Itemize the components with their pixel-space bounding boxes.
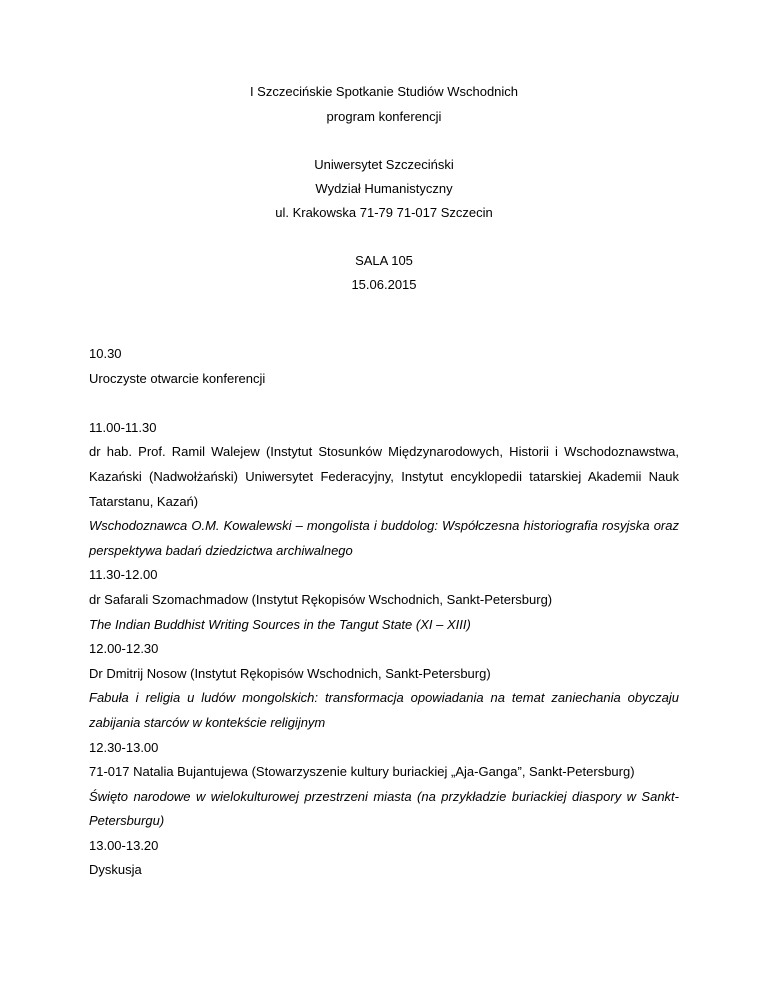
conference-title: I Szczecińskie Spotkanie Studiów Wschodnich bbox=[249, 84, 519, 99]
program-speaker: dr hab. Prof. Ramil Walejew (Instytut Stosunków Międzynarodowych, Historii i Wschodoznawstwa, Kazański (Nadwołżański) Uniwersytet Federacyjny, Instytut encyklopedii tatarskiej Akademii Nauk Tatarstanu, Kazań) bbox=[89, 444, 679, 509]
conference-subtitle: program konferencji bbox=[326, 109, 442, 124]
program-talk-title: Święto narodowe w wielokulturowej przestrzeni miasta (na przykładzie buriackiej diaspory w Sankt-Petersburgu) bbox=[89, 788, 679, 829]
faculty-name: Wydział Humanistyczny bbox=[315, 181, 453, 196]
room: SALA 105 bbox=[355, 253, 413, 268]
program-list bbox=[89, 342, 679, 883]
program-speaker: Uroczyste otwarcie konferencji bbox=[89, 370, 266, 386]
program-speaker: 71-017 Natalia Bujantujewa (Stowarzyszenie kultury buriackiej „Aja-Ganga”, Sankt-Petersburg) bbox=[89, 764, 635, 780]
university-name: Uniwersytet Szczeciński bbox=[314, 157, 454, 172]
address: ul. Krakowska 71-79 71-017 Szczecin bbox=[275, 205, 493, 220]
program-talk-title: Wschodoznawca O.M. Kowalewski – mongolista i buddolog: Współczesna historiografia rosyjska oraz perspektywa badań dziedzictwa archiwalnego bbox=[89, 518, 679, 558]
program-time: 10.30 bbox=[89, 346, 122, 361]
program-time: 11.00-11.30 bbox=[89, 419, 157, 435]
program-talk-title: Fabuła i religia u ludów mongolskich: transformacja opowiadania na temat zaniechania obyczaju zabijania starców w kontekście religijnym bbox=[89, 690, 679, 730]
program-talk-title: The Indian Buddhist Writing Sources in the Tangut State (XI – XIII) bbox=[89, 616, 471, 632]
program-speaker: Dyskusja bbox=[89, 862, 142, 878]
program-time: 11.30-12.00 bbox=[89, 567, 158, 583]
program-time: 12.00-12.30 bbox=[89, 641, 159, 657]
date: 15.06.2015 bbox=[351, 277, 417, 292]
program-time: 12.30-13.00 bbox=[89, 739, 159, 755]
program-speaker: Dr Dmitrij Nosow (Instytut Rękopisów Wschodnich, Sankt-Petersburg) bbox=[89, 665, 491, 681]
program-speaker: dr Safarali Szomachmadow (Instytut Rękopisów Wschodnich, Sankt-Petersburg) bbox=[89, 591, 553, 607]
program-time: 13.00-13.20 bbox=[89, 837, 159, 853]
